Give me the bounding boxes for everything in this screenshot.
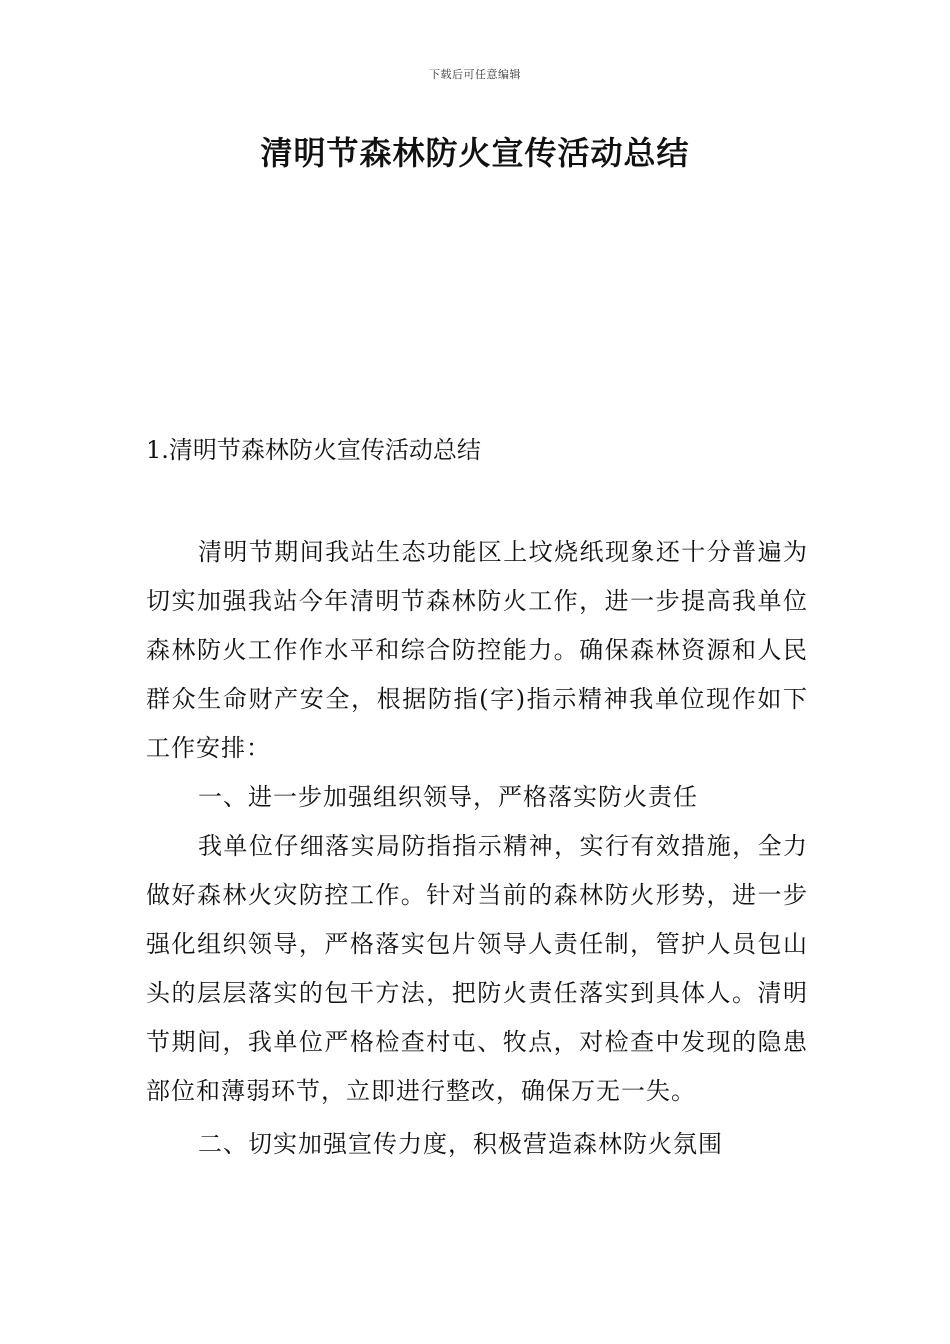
- paragraph-section-1: 我单位仔细落实局防指指示精神，实行有效措施，全力做好森林火灾防控工作。针对当前的森林防火形势，进一步强化组织领导，严格落实包片领导人责任制，管护人员包山头的层层落实的包干方法，把防火责任落实到具体人。清明节期间，我单位严格检查村屯、牧点，对检查中发现的隐患部位和薄弱环节，立即进行整改，确保万无一失。: [146, 832, 808, 1105]
- header-note: 下载后可任意编辑: [429, 68, 521, 81]
- document-body: [146, 528, 808, 1169]
- section-heading: 1.清明节森林防火宣传活动总结: [146, 436, 481, 464]
- paragraph-intro: 清明节期间我站生态功能区上坟烧纸现象还十分普遍为切实加强我站今年清明节森林防火工作，进一步提高我单位森林防火工作作水平和综合防控能力。确保森林资源和人民群众生命财产安全，根据防指(字)指示精神我单位现作如下工作安排：: [146, 538, 808, 762]
- document-title: 清明节森林防火宣传活动总结: [260, 134, 690, 172]
- paragraph-heading-1: 一、进一步加强组织领导，严格落实防火责任: [198, 783, 698, 811]
- paragraph-heading-2: 二、切实加强宣传力度，积极营造森林防火氛围: [198, 1130, 723, 1158]
